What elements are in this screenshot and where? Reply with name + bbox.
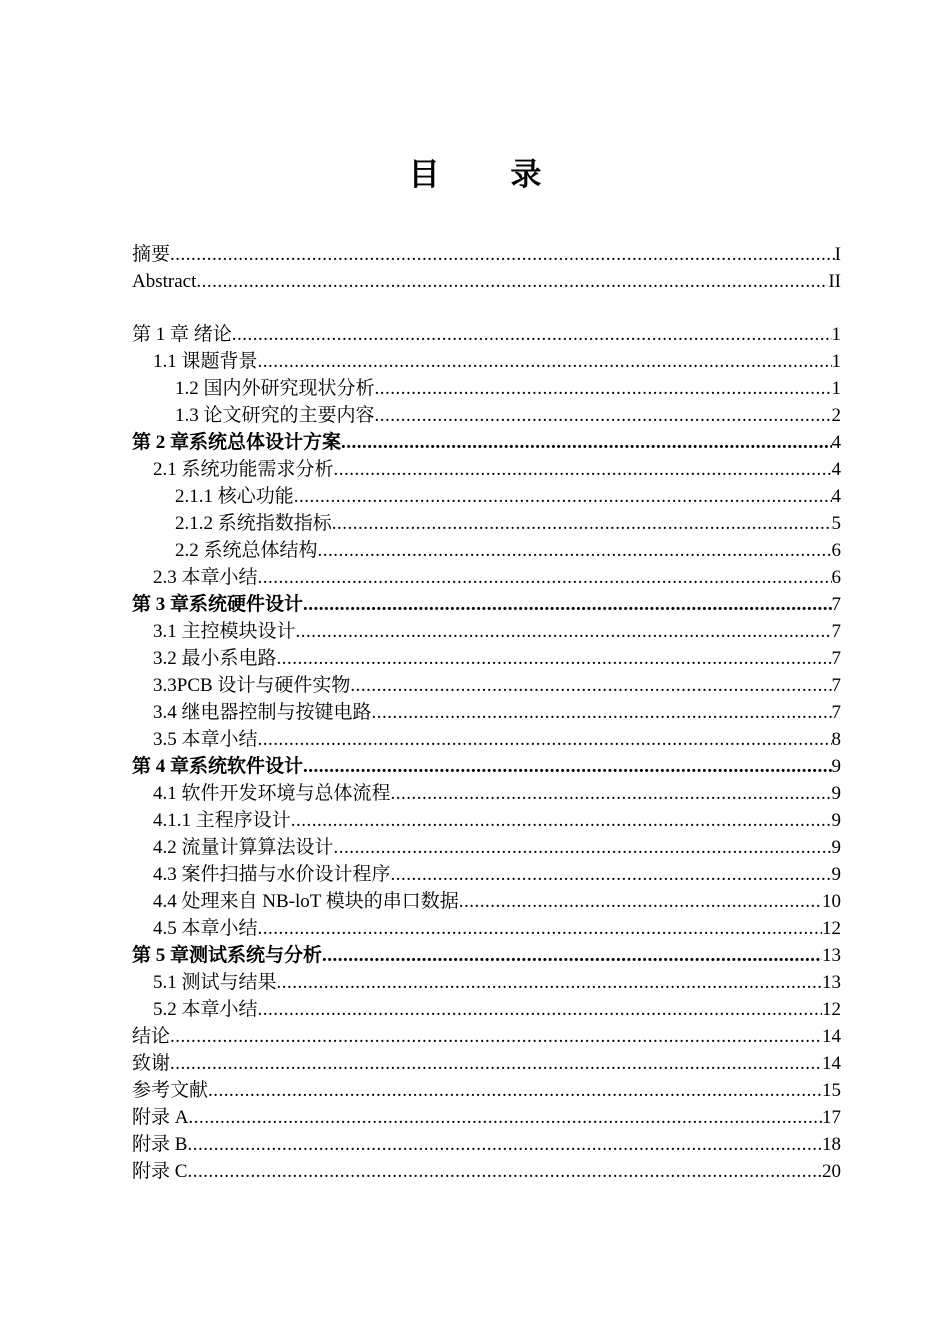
toc-entry-page-number: 9 [831,810,841,831]
dot-leader [277,647,832,671]
toc-entry-page-number: 1 [831,378,841,399]
toc-entry-label: 5.1 测试与结果 [153,972,277,993]
toc-entry-label: 3.3PCB 设计与硬件实物 [153,675,351,696]
dot-leader [296,620,832,644]
toc-entry-label: 1.2 国内外研究现状分析 [175,378,375,399]
dot-leader [303,593,831,617]
toc-entry[interactable] [132,968,841,995]
toc-entry-page-number: II [828,271,841,292]
toc-entry-label: 第 5 章测试系统与分析 [132,945,323,966]
dot-leader [258,917,822,941]
toc-entry-label: 1.3 论文研究的主要内容 [175,405,375,426]
toc-entry-page-number: 12 [822,918,841,939]
toc-entry-label: 3.4 继电器控制与按键电路 [153,702,372,723]
toc-entry-label: 摘要 [132,244,171,265]
toc-entry-page-number: 9 [831,837,841,858]
dot-leader [188,1106,822,1130]
toc-entry-label: 参考文献 [132,1080,209,1101]
dot-leader [170,243,835,267]
toc-entry-page-number: 14 [822,1053,841,1074]
toc-entry[interactable] [132,914,841,941]
toc-entry-page-number: 6 [831,567,841,588]
toc-entry[interactable] [132,941,841,968]
dot-leader [391,863,832,887]
dot-leader [196,270,828,294]
toc-entry-page-number: 17 [822,1107,841,1128]
toc-entry[interactable] [132,1130,841,1157]
toc-entry-page-number: 5 [831,513,841,534]
toc-entry[interactable] [132,887,841,914]
toc-entry-label: 第 3 章系统硬件设计 [132,594,304,615]
dot-leader [334,458,832,482]
dot-leader [258,728,832,752]
dot-leader [318,539,832,563]
toc-entry-label: 2.1.1 核心功能 [175,486,294,507]
toc-entry[interactable] [132,779,841,806]
toc-entry-page-number: 10 [822,891,841,912]
toc-entry-label: 4.1 软件开发环境与总体流程 [153,783,391,804]
toc-entry-label: 3.5 本章小结 [153,729,258,750]
toc-entry[interactable] [132,617,841,644]
toc-entry-page-number: 7 [831,621,841,642]
toc-entry[interactable] [132,347,841,374]
toc-entry-label: 4.1.1 主程序设计 [153,810,291,831]
toc-entry[interactable] [132,833,841,860]
toc-entry[interactable] [132,240,841,267]
dot-leader [332,512,832,536]
toc-entry-label: 第 2 章系统总体设计方案 [132,432,342,453]
toc-entry-page-number: 4 [831,486,841,507]
toc-entry-label: 4.2 流量计算算法设计 [153,837,334,858]
page-title: 目 录 [408,157,572,193]
toc-entry[interactable] [132,267,841,294]
toc-entry[interactable] [132,1049,841,1076]
toc-entry[interactable] [132,644,841,671]
toc-entry-page-number: 7 [831,675,841,696]
toc-entry-page-number: 9 [831,756,841,777]
toc-entry[interactable] [132,509,841,536]
toc-entry-page-number: 13 [822,945,841,966]
toc-entry-label: 2.2 系统总体结构 [175,540,318,561]
toc-entry-page-number: 15 [822,1080,841,1101]
toc-entry-page-number: 4 [831,459,841,480]
toc-entry-label: 附录 B [132,1134,188,1155]
dot-leader [170,1025,822,1049]
toc-entry[interactable] [132,536,841,563]
toc-entry-label: 致谢 [132,1053,171,1074]
toc-entry-page-number: 7 [831,594,841,615]
toc-entry[interactable] [132,428,841,455]
dot-leader [372,701,832,725]
dot-leader [258,350,832,374]
dot-leader [258,998,822,1022]
toc-entry-page-number: 4 [831,432,841,453]
toc-entry[interactable] [132,590,841,617]
dot-leader [258,566,832,590]
toc-entry-label: 3.2 最小系电路 [153,648,277,669]
toc-entry-page-number: I [834,244,841,265]
toc-entry-page-number: 13 [822,972,841,993]
toc-entry-label: 4.5 本章小结 [153,918,258,939]
dot-leader [170,1052,822,1076]
toc-entry-page-number: 14 [822,1026,841,1047]
dot-leader [208,1079,822,1103]
toc-entry[interactable] [132,401,841,428]
toc-entry-page-number: 7 [831,702,841,723]
toc-entry[interactable] [132,1076,841,1103]
toc-entry-label: 附录 A [132,1107,189,1128]
toc-entry-page-number: 1 [831,324,841,345]
toc-entry[interactable] [132,725,841,752]
table-of-contents [132,240,841,1184]
toc-entry[interactable] [132,671,841,698]
dot-leader [291,809,832,833]
dot-leader [341,431,831,455]
dot-leader [294,485,832,509]
toc-entry-page-number: 7 [831,648,841,669]
toc-entry[interactable] [132,995,841,1022]
toc-entry-label: 3.1 主控模块设计 [153,621,296,642]
toc-entry-page-number: 18 [822,1134,841,1155]
toc-entry-label: Abstract [132,271,197,292]
dot-leader [303,755,831,779]
toc-entry-page-number: 1 [831,351,841,372]
dot-leader [232,323,832,347]
dot-leader [350,674,831,698]
dot-leader [277,971,822,995]
dot-leader [322,944,822,968]
toc-entry-page-number: 9 [831,864,841,885]
toc-entry-page-number: 9 [831,783,841,804]
toc-entry-page-number: 2 [831,405,841,426]
toc-entry[interactable] [132,860,841,887]
toc-entry[interactable] [132,1103,841,1130]
toc-entry[interactable] [132,1157,841,1184]
toc-entry-label: 第 1 章 绪论 [132,324,232,345]
toc-entry[interactable] [132,698,841,725]
toc-entry[interactable] [132,320,841,347]
dot-leader [375,404,832,428]
toc-entry-page-number: 6 [831,540,841,561]
toc-entry-page-number: 20 [822,1161,841,1182]
toc-entry-page-number: 8 [831,729,841,750]
toc-entry[interactable] [132,752,841,779]
toc-entry-label: 2.1.2 系统指数指标 [175,513,332,534]
dot-leader [334,836,832,860]
toc-entry-page-number: 12 [822,999,841,1020]
toc-entry[interactable] [132,1022,841,1049]
toc-entry[interactable] [132,806,841,833]
dot-leader [375,377,832,401]
toc-entry[interactable] [132,455,841,482]
toc-entry-label: 1.1 课题背景 [153,351,258,372]
toc-entry-label: 附录 C [132,1161,188,1182]
toc-entry-label: 4.4 处理来自 NB-loT 模块的串口数据 [153,891,459,912]
toc-entry-label: 5.2 本章小结 [153,999,258,1020]
toc-entry-label: 4.3 案件扫描与水价设计程序 [153,864,391,885]
toc-entry[interactable] [132,563,841,590]
toc-entry-label: 结论 [132,1026,171,1047]
dot-leader [459,890,822,914]
toc-entry-label: 第 4 章系统软件设计 [132,756,304,777]
dot-leader [187,1133,822,1157]
toc-entry[interactable] [132,482,841,509]
dot-leader [187,1160,822,1184]
toc-entry-label: 2.3 本章小结 [153,567,258,588]
toc-entry[interactable] [132,374,841,401]
dot-leader [391,782,832,806]
toc-entry-label: 2.1 系统功能需求分析 [153,459,334,480]
